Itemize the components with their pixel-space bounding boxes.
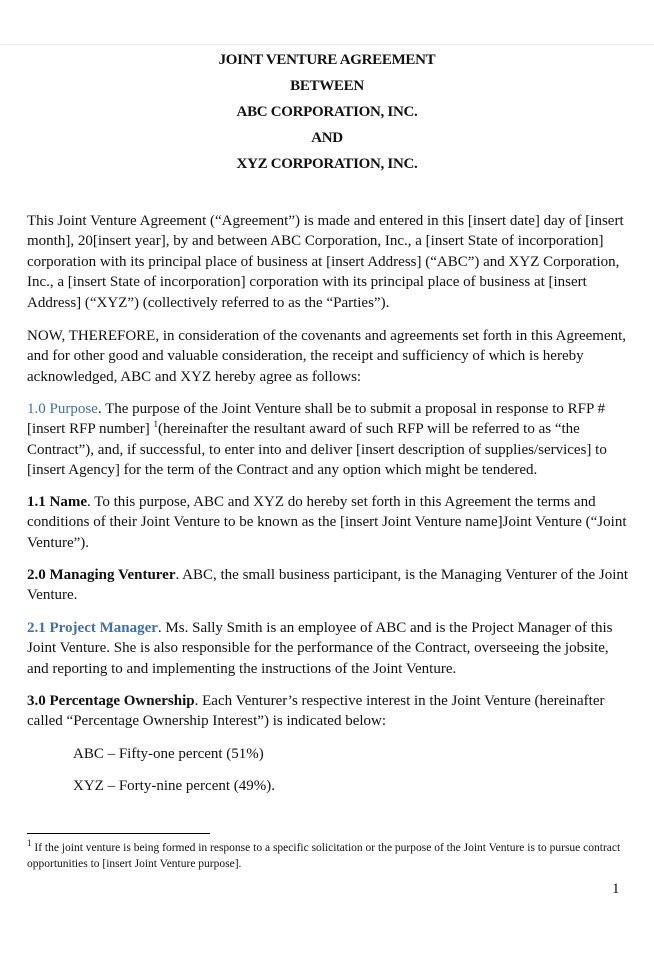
section-managing-venturer xyxy=(27,565,629,606)
footnote-reference[interactable]: 1 xyxy=(153,419,159,430)
section-text: . Each Venturer’s respective interest in the Joint Venture (hereinafter called “Percentage Ownership Interest”) is indicated below: xyxy=(27,693,605,730)
section-text: . To this purpose, ABC and XYZ do hereby set forth in this Agreement the terms and conditions of their Joint Venture to be known as the [insert Joint Venture name]Joint Venture (“Joint Venture”). xyxy=(27,494,627,551)
title-line: AND xyxy=(311,130,343,146)
document-title xyxy=(0,47,654,177)
section-name xyxy=(27,492,629,553)
recital-paragraph: NOW, THEREFORE, in consideration of the covenants and agreements set forth in this Agreement, and for other good and valuable consideration, the receipt and sufficiency of which is hereby acknowledged, ABC and XYZ hereby agree as follows: xyxy=(27,328,627,385)
section-heading: 1.0 Purpose xyxy=(27,401,98,417)
section-project-manager xyxy=(27,618,629,679)
section-heading: 1.1 Name xyxy=(27,494,87,510)
section-heading: 3.0 Percentage Ownership xyxy=(27,693,195,709)
section-text: (hereinafter the resultant award of such RFP will be referred to as “the Contract”), and, if successful, to enter into and deliver [insert description of supplies/services] to [insert Agency] for the term of the Contract and any option which might be tendered. xyxy=(27,421,607,479)
title-line: ABC CORPORATION, INC. xyxy=(236,104,418,120)
intro-paragraph: This Joint Venture Agreement (“Agreement”) is made and entered in this [insert date] day of [insert month], 20[insert year], by and between ABC Corporation, Inc., a [insert State of incorporation] corporation with its principal place of business at [insert Address] (“ABC”) and XYZ Corporation, Inc., a [insert State of incorporation] corporation with its principal place of business at [insert Address] (“XYZ”) (collectively referred to as the “Parties”). xyxy=(27,213,624,311)
document-page xyxy=(0,45,654,962)
section-text: . The purpose of the Joint Venture shall be to submit a proposal in response to RFP # [insert RFP number] xyxy=(27,401,606,438)
footnote-marker: 1 xyxy=(27,838,32,849)
section-percentage-ownership xyxy=(27,691,629,732)
section-text: . ABC, the small business participant, is the Managing Venturer of the Joint Venture. xyxy=(27,567,629,604)
section-purpose xyxy=(27,399,629,481)
footnote xyxy=(27,840,627,872)
section-text: . Ms. Sally Smith is an employee of ABC and is the Project Manager of this Joint Venture. She is also responsible for the performance of the Contract, overseeing the jobsite, and reporting to and implementing the instructions of the Joint Venture. xyxy=(27,620,613,677)
footnote-divider xyxy=(27,833,210,834)
title-line: XYZ CORPORATION, INC. xyxy=(236,156,418,172)
viewer-top-bar xyxy=(0,0,654,45)
ownership-item: ABC – Fifty-one percent (51%) xyxy=(73,746,264,762)
title-line: BETWEEN xyxy=(290,78,364,94)
section-heading: 2.0 Managing Venturer xyxy=(27,567,176,583)
ownership-item: XYZ – Forty-nine percent (49%). xyxy=(73,778,276,794)
section-heading: 2.1 Project Manager xyxy=(27,620,158,636)
page-number: 1 xyxy=(612,881,620,897)
footnote-text: If the joint venture is being formed in response to a specific solicitation or the purpose of the Joint Venture is to pursue contract opportunities to [insert Joint Venture purpose]. xyxy=(27,842,621,870)
title-line: JOINT VENTURE AGREEMENT xyxy=(218,52,436,68)
